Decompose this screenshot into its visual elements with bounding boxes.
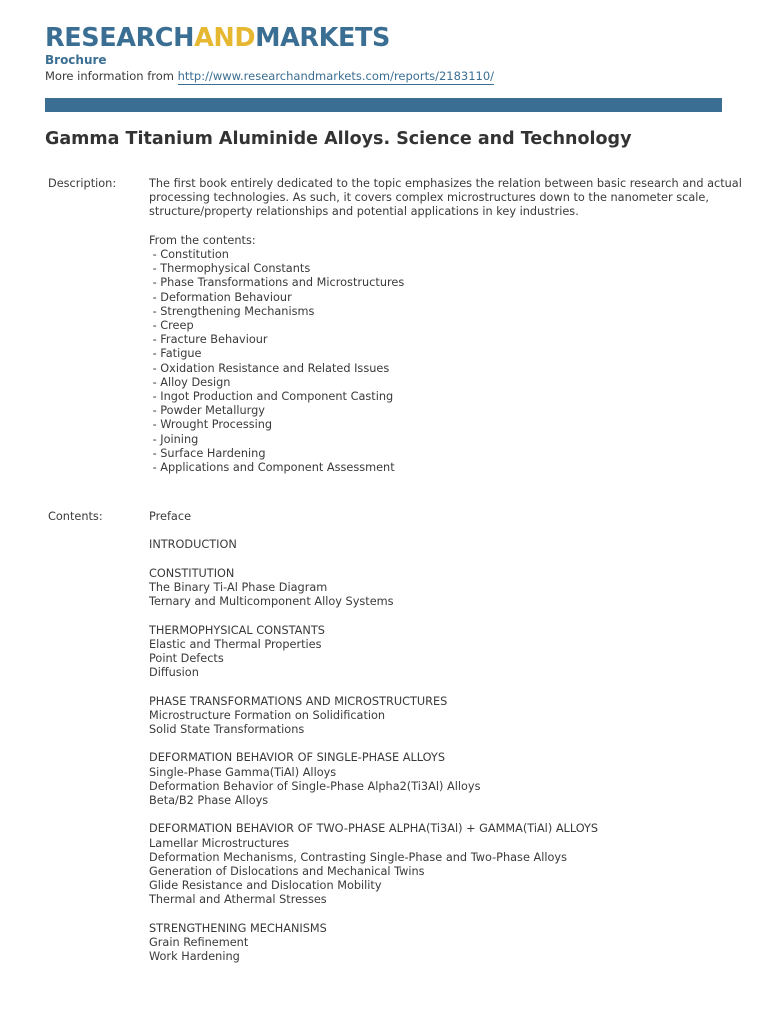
contents-label: Contents: bbox=[48, 510, 103, 523]
toc-entry: Beta/B2 Phase Alloys bbox=[149, 793, 269, 807]
page-title: Gamma Titanium Aluminide Alloys. Science and Technology bbox=[45, 129, 632, 149]
logo bbox=[45, 22, 390, 54]
toc-entry: Lamellar Microstructures bbox=[149, 836, 290, 850]
toc-section-heading: INTRODUCTION bbox=[149, 538, 237, 552]
description-line: processing technologies. As such, it covers complex microstructures down to the nanometer scale, bbox=[149, 191, 709, 205]
contents-summary-item: - Powder Metallurgy bbox=[149, 404, 265, 418]
contents-summary-item: - Surface Hardening bbox=[149, 446, 266, 460]
contents-summary-list bbox=[149, 248, 729, 475]
toc-entry: Work Hardening bbox=[149, 950, 240, 964]
toc-entry: Single-Phase Gamma(TiAl) Alloys bbox=[149, 765, 337, 779]
toc-section-heading: THERMOPHYSICAL CONSTANTS bbox=[149, 623, 325, 637]
more-info-prefix: More information from bbox=[45, 69, 174, 83]
toc-entry: Solid State Transformations bbox=[149, 722, 305, 736]
contents-heading: From the contents: bbox=[149, 233, 256, 247]
contents-summary-item: - Constitution bbox=[149, 248, 229, 261]
description-line: The first book entirely dedicated to the topic emphasizes the relation between basic research and actual bbox=[149, 177, 742, 190]
contents-summary-item: - Fatigue bbox=[149, 347, 202, 361]
contents-summary-item: - Alloy Design bbox=[149, 375, 231, 389]
contents-summary-item: - Joining bbox=[149, 432, 199, 446]
toc-section-heading: PHASE TRANSFORMATIONS AND MICROSTRUCTURES bbox=[149, 694, 448, 708]
more-info-line bbox=[45, 69, 494, 83]
toc-entry: Glide Resistance and Dislocation Mobility bbox=[149, 879, 382, 893]
contents-summary-item: - Thermophysical Constants bbox=[149, 262, 311, 276]
toc-section-heading: DEFORMATION BEHAVIOR OF SINGLE-PHASE ALLOYS bbox=[149, 751, 446, 765]
contents-summary-item: - Deformation Behaviour bbox=[149, 290, 292, 304]
contents-summary-item: - Fracture Behaviour bbox=[149, 333, 268, 347]
report-link[interactable]: http://www.researchandmarkets.com/reports/2183110/ bbox=[177, 69, 495, 83]
toc-section-heading: CONSTITUTION bbox=[149, 566, 235, 580]
toc-entry: Point Defects bbox=[149, 651, 224, 665]
toc-entry: Elastic and Thermal Properties bbox=[149, 637, 322, 651]
description-line: structure/property relationships and potential applications in key industries. bbox=[149, 205, 579, 219]
logo-research: RESEARCH bbox=[45, 23, 195, 53]
contents-summary-item: - Ingot Production and Component Casting bbox=[149, 390, 394, 404]
contents-summary-item: - Wrought Processing bbox=[149, 418, 273, 432]
header-divider-bar bbox=[45, 98, 722, 112]
toc-entry: Microstructure Formation on Solidification bbox=[149, 708, 386, 722]
contents-summary-item: - Creep bbox=[149, 319, 194, 333]
toc-entry: Grain Refinement bbox=[149, 935, 249, 949]
brochure-label: Brochure bbox=[45, 53, 107, 67]
toc-section-heading: STRENGTHENING MECHANISMS bbox=[149, 921, 327, 935]
toc-entry: The Binary Ti-Al Phase Diagram bbox=[149, 580, 328, 594]
contents-summary-item: - Oxidation Resistance and Related Issues bbox=[149, 361, 390, 375]
logo-and: AND bbox=[194, 23, 256, 53]
description-label: Description: bbox=[48, 177, 117, 190]
toc-entry: Diffusion bbox=[149, 666, 199, 680]
toc-entry: Deformation Behavior of Single-Phase Alpha2(Ti3Al) Alloys bbox=[149, 779, 481, 793]
toc-section-heading: Preface bbox=[149, 510, 192, 523]
description-block bbox=[149, 177, 742, 475]
toc-entry: Generation of Dislocations and Mechanical Twins bbox=[149, 864, 425, 878]
toc-entry: Deformation Mechanisms, Contrasting Single-Phase and Two-Phase Alloys bbox=[149, 850, 567, 864]
contents-summary-item: - Applications and Component Assessment bbox=[149, 461, 395, 475]
contents-summary-item: - Phase Transformations and Microstructures bbox=[149, 276, 405, 290]
toc-section-heading: DEFORMATION BEHAVIOR OF TWO-PHASE ALPHA(Ti3Al) + GAMMA(TiAl) ALLOYS bbox=[149, 822, 599, 836]
toc-entry: Thermal and Athermal Stresses bbox=[149, 893, 327, 907]
toc-entry: Ternary and Multicomponent Alloy Systems bbox=[149, 595, 394, 609]
logo-markets: MARKETS bbox=[255, 23, 391, 53]
contents-block bbox=[149, 510, 729, 964]
contents-summary-item: - Strengthening Mechanisms bbox=[149, 304, 315, 318]
